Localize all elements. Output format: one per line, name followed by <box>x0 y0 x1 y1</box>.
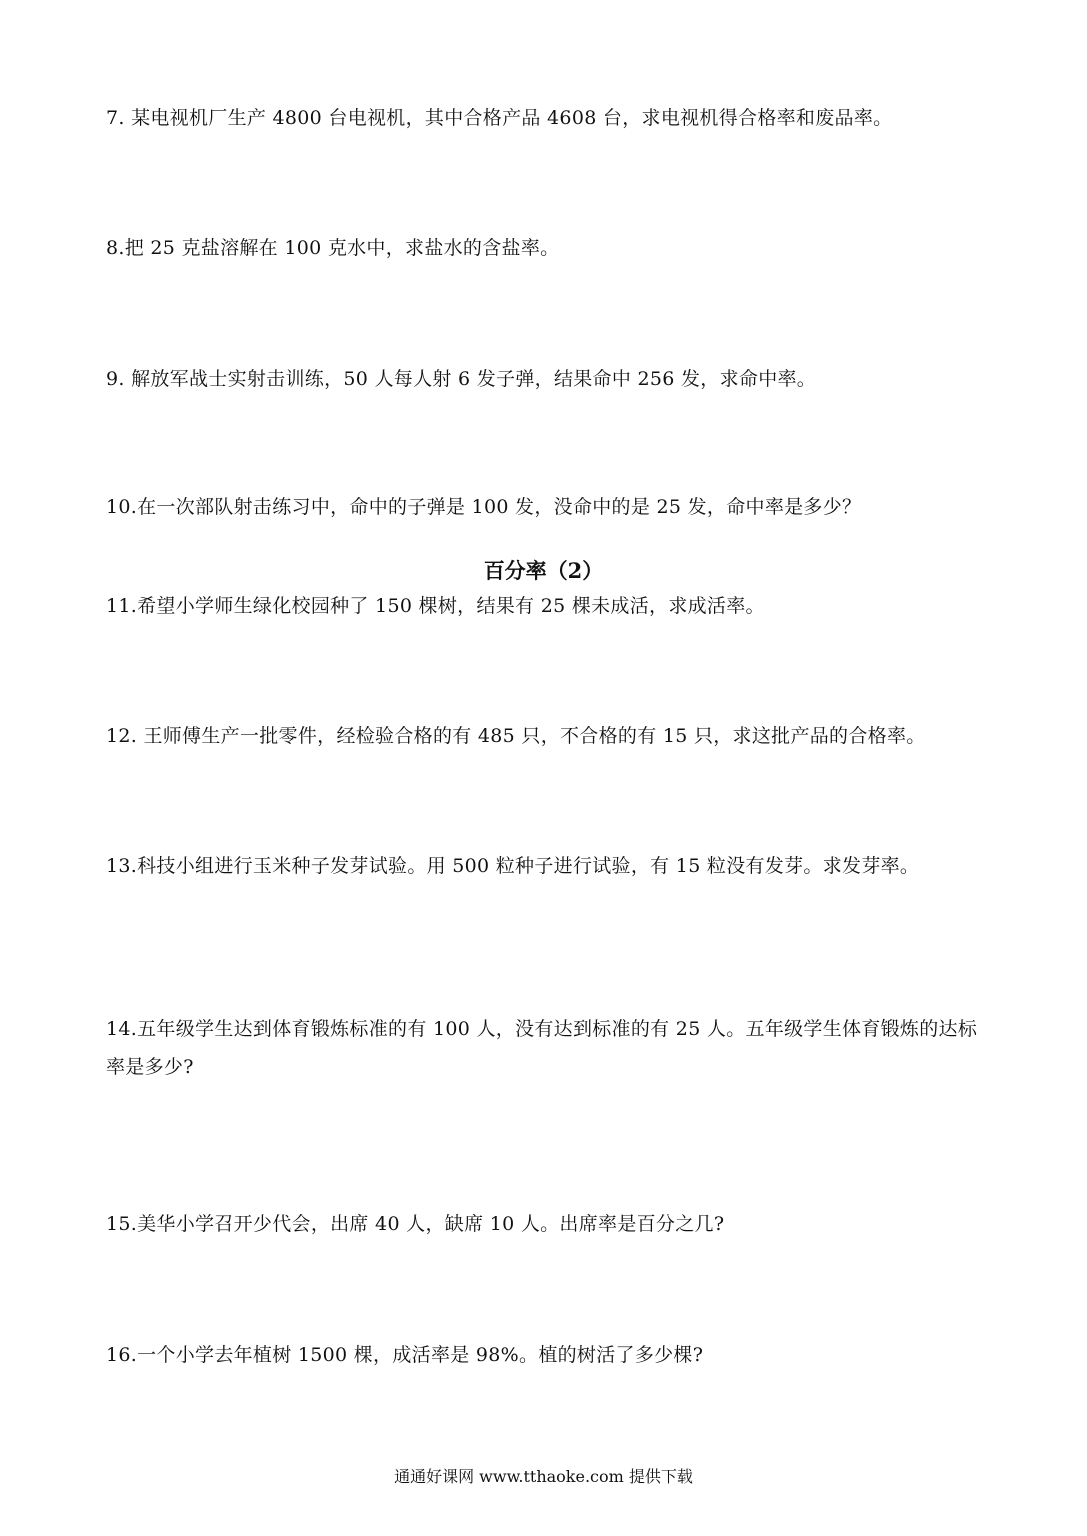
footer-download-note: 通通好课网 www.tthaoke.com 提供下载 <box>394 1467 693 1486</box>
question-13: 13.科技小组进行玉米种子发芽试验。用 500 粒种子进行试验，有 15 粒没有发芽。求发芽率。 <box>106 855 920 877</box>
question-12: 12. 王师傅生产一批零件，经检验合格的有 485 只，不合格的有 15 只，求这批产品的合格率。 <box>106 725 926 747</box>
question-9: 9. 解放军战士实射击训练，50 人每人射 6 发子弹，结果命中 256 发，求命中率。 <box>106 368 817 390</box>
question-11: 11.希望小学师生绿化校园种了 150 棵树，结果有 25 棵未成活，求成活率。 <box>106 595 765 617</box>
question-14: 14.五年级学生达到体育锻炼标准的有 100 人，没有达到标准的有 25 人。五年级学生体育锻炼的达标率是多少? <box>106 1018 978 1078</box>
question-10: 10.在一次部队射击练习中，命中的子弹是 100 发，没命中的是 25 发，命中率是多少？ <box>106 496 862 518</box>
question-7: 7. 某电视机厂生产 4800 台电视机，其中合格产品 4608 台，求电视机得合格率和废品率。 <box>106 107 893 129</box>
question-8: 8.把 25 克盐溶解在 100 克水中，求盐水的含盐率。 <box>106 237 560 259</box>
section-title: 百分率（2） <box>483 558 604 583</box>
question-15: 15.美华小学召开少代会，出席 40 人，缺席 10 人。出席率是百分之几? <box>106 1213 725 1235</box>
question-16: 16.一个小学去年植树 1500 棵，成活率是 98%。植的树活了多少棵? <box>106 1344 704 1366</box>
